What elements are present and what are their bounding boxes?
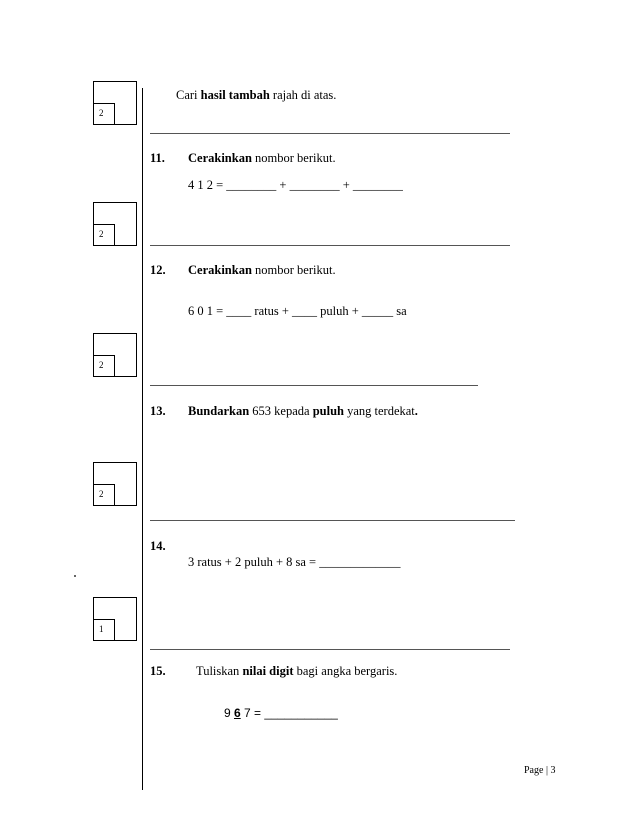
question-15-number: 15. — [150, 664, 166, 678]
page-number: Page | 3 — [524, 765, 556, 776]
score-box-5 — [93, 597, 137, 641]
score-box-4 — [93, 462, 137, 506]
score-box-5-mark: 1 — [93, 619, 115, 641]
question-11-work: 4 1 2 = ________ + ________ + ________ — [188, 178, 403, 192]
score-box-1 — [93, 81, 137, 125]
separator-5 — [150, 649, 510, 650]
score-box-3-mark: 2 — [93, 355, 115, 377]
question-14-number: 14. — [150, 539, 166, 553]
underlined-digit: 6 — [234, 706, 241, 720]
score-box-2 — [93, 202, 137, 246]
margin-line — [142, 88, 143, 790]
question-15-work: 9 6 7 = ___________ — [224, 706, 338, 720]
separator-1 — [150, 133, 510, 134]
question-13-text: Bundarkan 653 kepada puluh yang terdekat. — [188, 404, 418, 418]
separator-3 — [150, 385, 478, 386]
separator-2 — [150, 245, 510, 246]
question-11-text: Cerakinkan nombor berikut. — [188, 151, 336, 165]
question-11-number: 11. — [150, 151, 165, 165]
question-15-text: Tuliskan nilai digit bagi angka bergaris. — [196, 664, 398, 678]
separator-4 — [150, 520, 515, 521]
question-13-number: 13. — [150, 404, 166, 418]
score-box-4-mark: 2 — [93, 484, 115, 506]
question-14-work: 3 ratus + 2 puluh + 8 sa = _____________ — [188, 555, 401, 569]
stray-mark — [74, 575, 76, 577]
question-12-work: 6 0 1 = ____ ratus + ____ puluh + _____ sa — [188, 304, 407, 318]
answer-blank: ___________ — [264, 706, 338, 720]
question-12-number: 12. — [150, 263, 166, 277]
score-box-2-mark: 2 — [93, 224, 115, 246]
question-12-text: Cerakinkan nombor berikut. — [188, 263, 336, 277]
score-box-3 — [93, 333, 137, 377]
intro-instruction: Cari hasil tambah rajah di atas. — [176, 88, 337, 102]
score-box-1-mark: 2 — [93, 103, 115, 125]
